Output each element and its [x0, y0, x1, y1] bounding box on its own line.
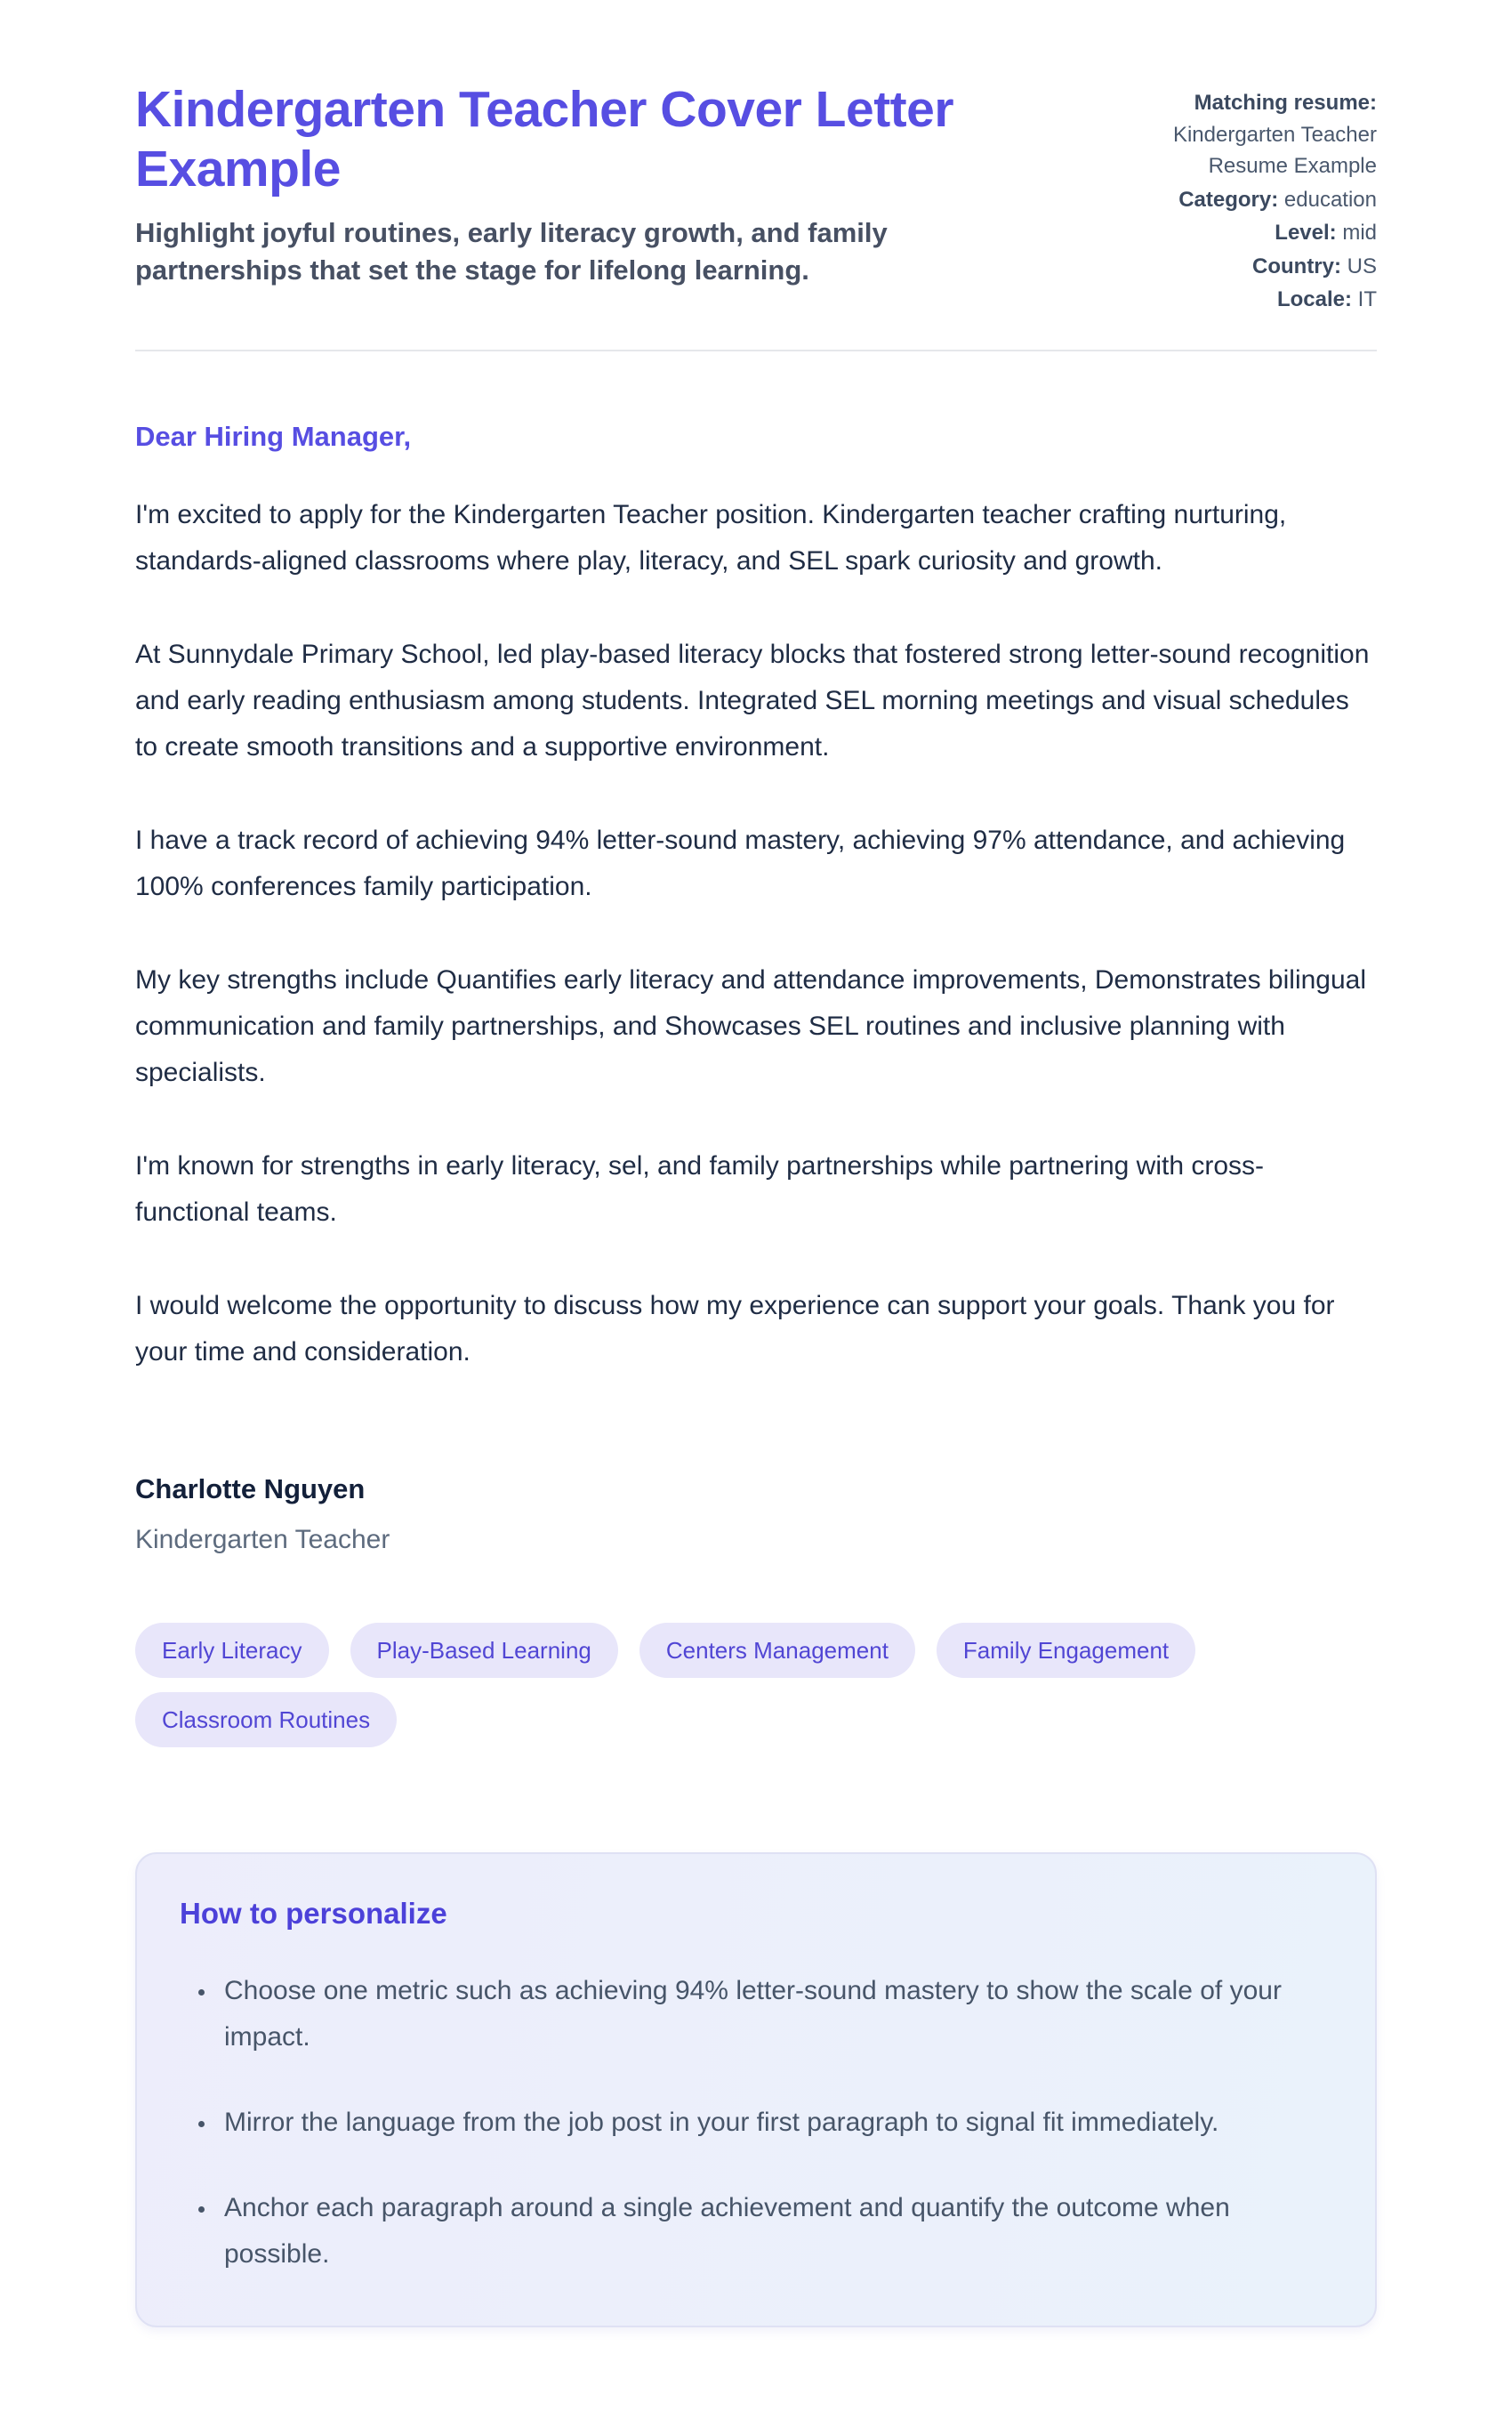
letter-paragraph-6: I would welcome the opportunity to discuss how my experience can support your goals. Thank you for your time and consideration. [135, 1290, 1335, 1367]
page-subtitle: Highlight joyful routines, early literacy growth, and family partnerships that set the stage for lifelong learning. [135, 216, 888, 286]
letter-paragraph-5: I'm known for strengths in early literacy, sel, and family partnerships while partnering with cross-functional teams. [135, 1150, 1265, 1227]
letter-paragraph-1: I'm excited to apply for the Kindergarten Teacher position. Kindergarten teacher crafting nurturing, standards-aligned classrooms where play, literacy, and SEL spark curiosity and growth. [135, 499, 1287, 576]
personalize-bullet-1: • Choose one metric such as achieving 94% letter-sound mastery to show the scale of your impact. [217, 1968, 1311, 2060]
meta-country-value: US [1347, 254, 1377, 278]
meta-country [1092, 251, 1377, 283]
signature-role: Kindergarten Teacher [135, 1524, 390, 1554]
meta-panel [1092, 80, 1377, 316]
title-block [135, 80, 962, 290]
meta-level-value: mid [1342, 221, 1377, 246]
tag-chip-play-based-learning[interactable]: Play-Based Learning [350, 1623, 618, 1678]
signature-name: Charlotte Nguyen [135, 1472, 366, 1504]
cover-letter-body [135, 421, 1377, 1555]
meta-matching-resume-label: Matching resume: [1194, 91, 1377, 115]
letter-paragraph-3: I have a track record of achieving 94% letter-sound mastery, achieving 97% attendance, and achieving 100% conferences family participation. [135, 825, 1346, 901]
meta-locale-value: IT [1357, 287, 1377, 312]
tag-chip-early-literacy[interactable]: Early Literacy [135, 1623, 329, 1678]
letter-greeting: Dear Hiring Manager, [135, 420, 412, 452]
header-divider [135, 350, 1377, 351]
letter-paragraph-4: My key strengths include Quantifies early literacy and attendance improvements, Demonstrates bilingual communication and family partnerships, and Showcases SEL routines and inclusive planning with specialists. [135, 964, 1367, 1087]
meta-locale-label: Locale: [1276, 287, 1352, 312]
meta-matching-resume [1092, 87, 1377, 182]
meta-country-label: Country: [1252, 254, 1341, 278]
personalize-bullet-2: • Mirror the language from the job post in your first paragraph to signal fit immediately. [217, 2100, 1311, 2146]
tag-chip-centers-management[interactable]: Centers Management [639, 1623, 915, 1678]
meta-level [1092, 217, 1377, 249]
meta-category-label: Category: [1178, 187, 1279, 212]
personalize-bullet-3: • Anchor each paragraph around a single achievement and quantify the outcome when possible. [217, 2185, 1311, 2278]
tag-chip-classroom-routines[interactable]: Classroom Routines [135, 1692, 397, 1747]
personalize-box [135, 1852, 1377, 2327]
letter-paragraph-2: At Sunnydale Primary School, led play-based literacy blocks that fostered strong letter-sound recognition and early reading enthusiasm among students. Integrated SEL morning meetings and visual schedules to create smooth transitions and a supportive environment. [135, 639, 1370, 762]
meta-matching-resume-value: Kindergarten Teacher Resume Example [1172, 122, 1377, 179]
meta-level-label: Level: [1275, 221, 1337, 246]
personalize-list [180, 1968, 1325, 2278]
page-title: Kindergarten Teacher Cover Letter Example [135, 81, 954, 198]
personalize-title: How to personalize [180, 1896, 447, 1930]
tag-list [135, 1623, 1377, 1747]
meta-locale [1092, 284, 1377, 316]
meta-category-value: education [1283, 187, 1377, 212]
header [135, 80, 1377, 316]
tag-chip-family-engagement[interactable]: Family Engagement [937, 1623, 1195, 1678]
meta-category [1092, 184, 1377, 216]
